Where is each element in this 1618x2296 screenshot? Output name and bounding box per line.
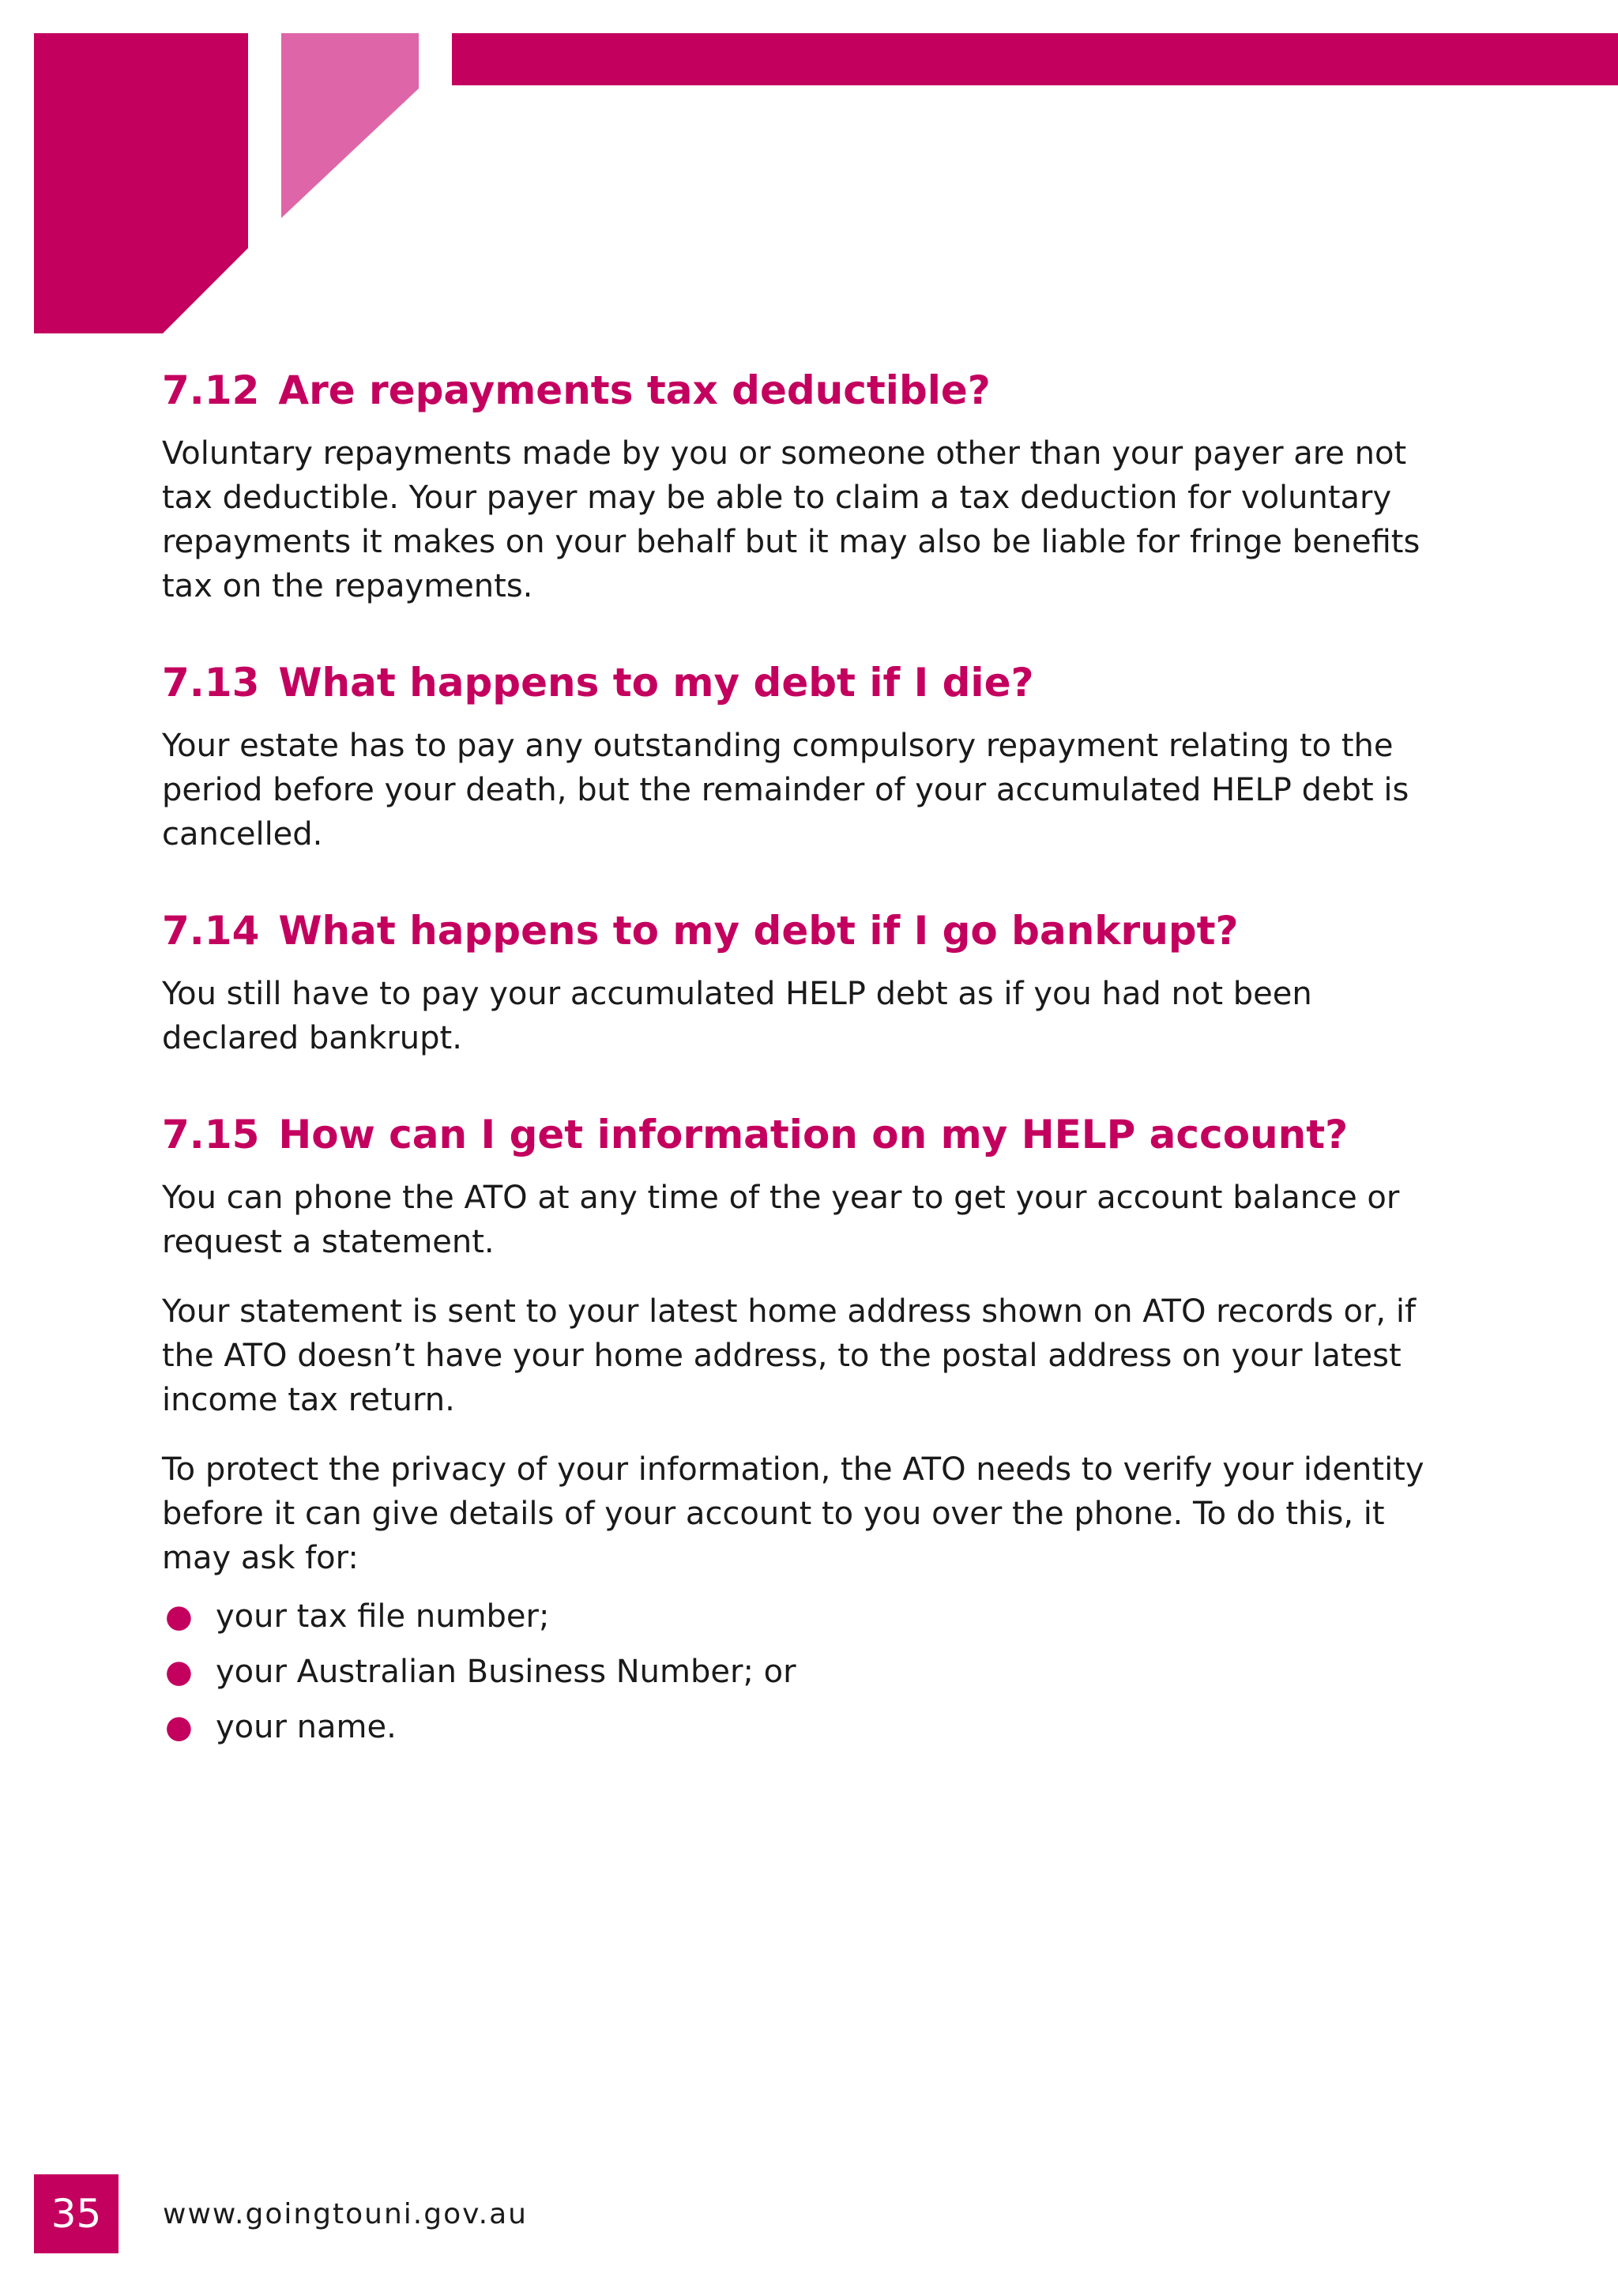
main-content [162,365,1458,1798]
header-block-middle [281,33,419,218]
section-paragraph: Voluntary repayments made by you or someone other than your payer are not tax deductible. Your payer may be able to claim a tax deduction for voluntary repayments it makes on your behalf but it may also be liable for fringe benefits tax on the repayments. [162,435,1420,604]
header-bar-right [452,33,1618,85]
section-heading [162,657,1458,708]
section-7-14 [162,905,1458,1060]
section-number: 7.15 [162,1112,260,1157]
list-item-text: your name. [216,1709,397,1745]
page-footer [34,2174,528,2253]
footer-url[interactable]: www.goingtouni.gov.au [163,2197,528,2230]
section-paragraph: To protect the privacy of your information, the ATO needs to verify your identity before it can give details of your account to you over the phone. To do this, it may ask for: [162,1451,1424,1576]
section-7-15 [162,1109,1458,1749]
section-title: What happens to my debt if I go bankrupt? [278,908,1239,954]
page-number: 35 [34,2174,119,2253]
section-number: 7.13 [162,660,260,706]
section-paragraph: You can phone the ATO at any time of the year to get your account balance or request a statement. [162,1180,1400,1260]
list-item-text: your tax file number; [216,1598,550,1635]
section-7-13 [162,657,1458,856]
bullet-icon: ● [165,1709,193,1745]
section-heading [162,365,1458,416]
section-number: 7.14 [162,908,260,954]
header-block-left [34,33,248,333]
section-heading [162,905,1458,956]
section-title: How can I get information on my HELP account? [278,1112,1349,1157]
list-item [162,1650,1458,1694]
bullet-icon: ● [165,1654,193,1690]
section-number: 7.12 [162,367,260,413]
section-7-12 [162,365,1458,608]
header-decoration [0,0,1618,348]
list-item [162,1594,1458,1639]
section-paragraph: Your statement is sent to your latest home address shown on ATO records or, if the ATO doesn’t have your home address, to the postal address on your latest income tax return. [162,1293,1417,1418]
section-title: What happens to my debt if I die? [278,660,1034,706]
section-heading [162,1109,1458,1160]
bullet-icon: ● [165,1598,193,1635]
list-item [162,1705,1458,1749]
section-paragraph: You still have to pay your accumulated HELP debt as if you had not been declared bankrupt. [162,976,1312,1056]
section-title: Are repayments tax deductible? [278,367,991,413]
section-paragraph: Your estate has to pay any outstanding compulsory repayment relating to the period before your death, but the remainder of your accumulated HELP debt is cancelled. [162,728,1409,853]
list-item-text: your Australian Business Number; or [216,1654,796,1690]
bullet-list [162,1594,1458,1749]
